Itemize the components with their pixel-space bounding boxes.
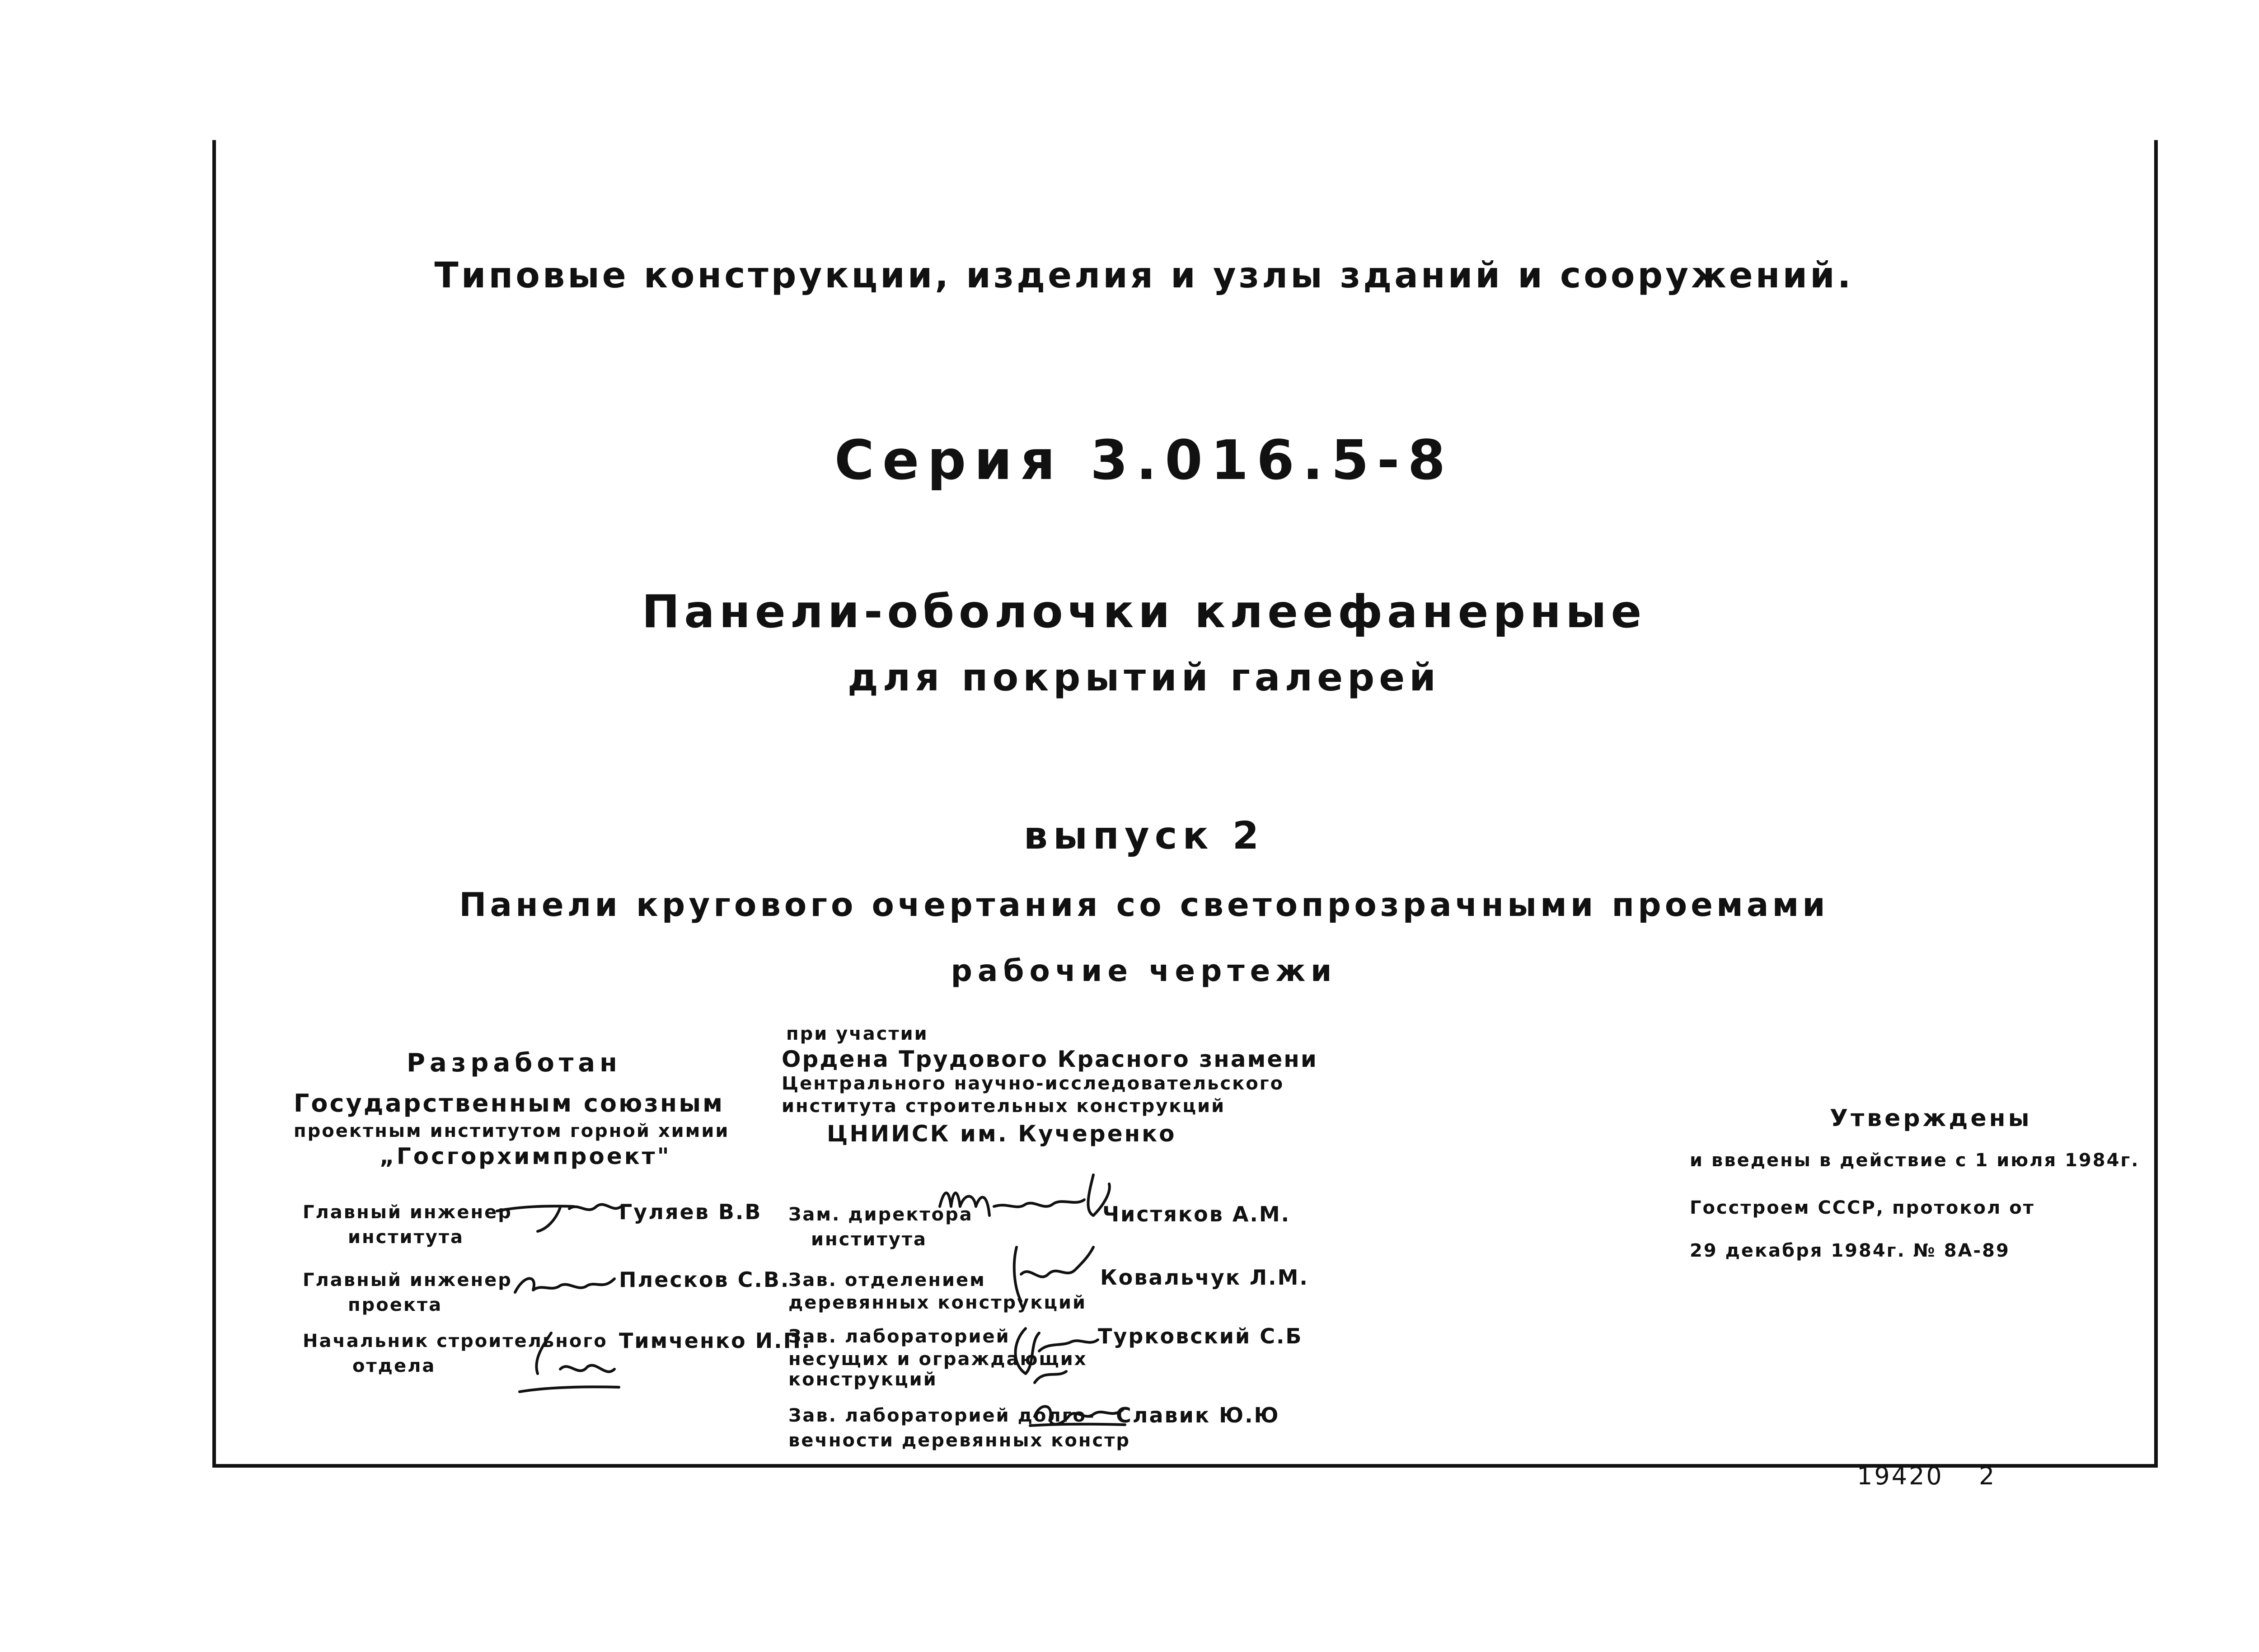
signer-name: Тимченко И.П. [619, 1328, 811, 1353]
developer-heading: Разработан [407, 1048, 622, 1078]
series-title: Серия 3.016.5-8 [834, 429, 1454, 492]
signature-slavik [1026, 1394, 1130, 1435]
signature-timchenko [511, 1324, 646, 1401]
collection-title: Типовые конструкции, изделия и узлы зданий и сооружений. [434, 255, 1854, 296]
signer-name: Гуляев В.В [619, 1200, 762, 1224]
signer-role: Начальник строительного [303, 1331, 608, 1352]
approval-heading: Утверждены [1830, 1105, 2032, 1132]
signer-name: Турковский С.Б [1098, 1324, 1303, 1348]
participation-heading: при участии [786, 1023, 928, 1044]
developer-org-line1: Государственным союзным [294, 1089, 725, 1117]
participation-org-line3: института строительных конструкций [782, 1096, 1226, 1117]
developer-org-line3: „Госгорхимпроект" [380, 1143, 671, 1169]
signature-pleskov [506, 1265, 623, 1306]
developer-org-line2: проектным институтом горной химии [294, 1121, 730, 1141]
approval-line1: и введены в действие с 1 июля 1984г. [1690, 1150, 2140, 1171]
signer-role: Зам. директора [788, 1204, 973, 1225]
signature-turkovsky [998, 1315, 1107, 1396]
approval-line2: Госстроем СССР, протокол от [1690, 1197, 2035, 1218]
signature-kovalchuk [1003, 1238, 1102, 1306]
signer-role: института [811, 1229, 928, 1250]
signer-name: Плесков С.В. [619, 1267, 790, 1292]
issue-number: выпуск 2 [1023, 813, 1265, 858]
signer-role: института [348, 1227, 464, 1248]
participation-org-line4: ЦНИИСК им. Кучеренко [827, 1121, 1176, 1147]
document-title: Панели-оболочки клеефанерные [642, 585, 1646, 638]
signer-role: Зав. лабораторией долго- [788, 1405, 1096, 1426]
signer-role: Зав. отделением [788, 1270, 986, 1291]
signer-role: вечности деревянных констр [788, 1430, 1131, 1451]
signer-role: деревянных конструкций [788, 1292, 1087, 1313]
approval-line3: 29 декабря 1984г. № 8А-89 [1690, 1240, 2010, 1261]
document-number: 19420 [1857, 1462, 1944, 1490]
signer-role: конструкций [788, 1369, 937, 1390]
signer-name: Славик Ю.Ю [1116, 1403, 1280, 1427]
signer-role: Главный инженер [303, 1202, 512, 1223]
drawings-label: рабочие чертежи [951, 953, 1337, 988]
signer-name: Чистяков А.М. [1102, 1202, 1291, 1226]
signer-role: Зав. лабораторией [788, 1326, 1010, 1347]
participation-org-line2: Центрального научно-исследовательского [782, 1073, 1284, 1094]
issue-subtitle: Панели кругового очертания со светопрозрачными проемами [459, 886, 1829, 924]
sheet-number: 2 [1979, 1462, 1997, 1490]
signature-gulyaev [492, 1193, 628, 1238]
participation-org-line1: Ордена Трудового Красного знамени [782, 1046, 1318, 1072]
signer-role: отдела [352, 1356, 436, 1376]
signer-role: Главный инженер [303, 1270, 512, 1291]
signature-chistyakov [931, 1157, 1120, 1247]
signer-name: Ковальчук Л.М. [1100, 1265, 1309, 1290]
signer-role: проекта [348, 1295, 443, 1315]
document-subtitle: для покрытий галерей [847, 655, 1441, 699]
signer-role: несущих и ограждающих [788, 1349, 1087, 1370]
